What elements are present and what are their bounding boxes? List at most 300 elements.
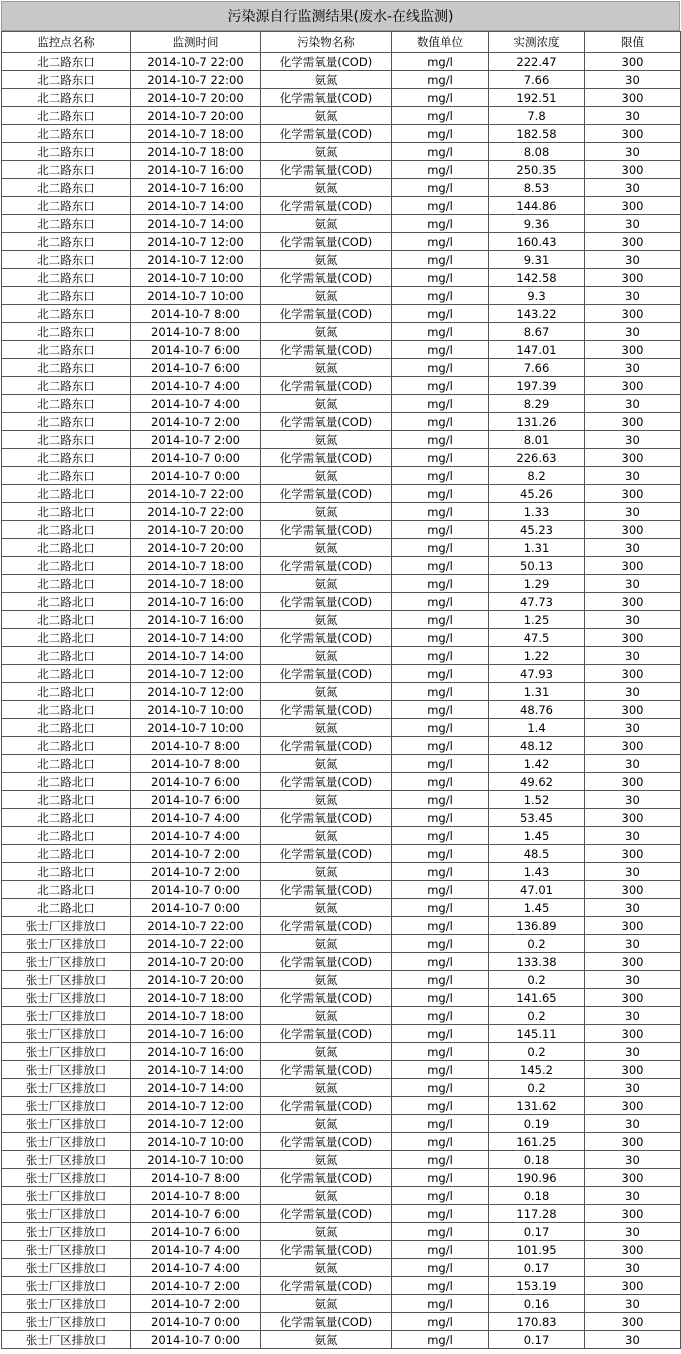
table-row [2,593,681,611]
cell-site-name: 张士厂区排放口 [2,1169,131,1187]
cell-unit: mg/l [392,971,489,989]
cell-time: 2014-10-7 22:00 [131,917,261,935]
page-title: 污染源自行监测结果(废水-在线监测) [1,1,680,31]
cell-site-name: 张士厂区排放口 [2,1187,131,1205]
cell-limit: 30 [585,1079,681,1097]
cell-site-name: 北二路北口 [2,593,131,611]
cell-time: 2014-10-7 12:00 [131,233,261,251]
cell-limit: 300 [585,845,681,863]
table-row [2,1313,681,1331]
cell-limit: 300 [585,341,681,359]
cell-unit: mg/l [392,791,489,809]
table-row [2,161,681,179]
cell-site-name: 张士厂区排放口 [2,1241,131,1259]
cell-pollutant: 氨氮 [261,71,392,89]
cell-time: 2014-10-7 8:00 [131,755,261,773]
table-row [2,521,681,539]
cell-pollutant: 化学需氧量(COD) [261,161,392,179]
cell-concentration: 8.08 [489,143,585,161]
cell-site-name: 北二路北口 [2,683,131,701]
cell-pollutant: 氨氮 [261,1187,392,1205]
cell-concentration: 1.25 [489,611,585,629]
table-row [2,377,681,395]
table-row [2,575,681,593]
cell-limit: 30 [585,899,681,917]
cell-concentration: 8.2 [489,467,585,485]
cell-pollutant: 化学需氧量(COD) [261,1205,392,1223]
cell-concentration: 48.76 [489,701,585,719]
cell-time: 2014-10-7 12:00 [131,683,261,701]
table-row [2,269,681,287]
cell-pollutant: 氨氮 [261,323,392,341]
table-row [2,701,681,719]
cell-pollutant: 化学需氧量(COD) [261,629,392,647]
cell-limit: 30 [585,863,681,881]
cell-time: 2014-10-7 18:00 [131,989,261,1007]
cell-limit: 300 [585,377,681,395]
cell-unit: mg/l [392,467,489,485]
cell-unit: mg/l [392,485,489,503]
cell-concentration: 101.95 [489,1241,585,1259]
cell-unit: mg/l [392,1151,489,1169]
table-row [2,1241,681,1259]
cell-time: 2014-10-7 4:00 [131,395,261,413]
cell-limit: 300 [585,233,681,251]
cell-pollutant: 氨氮 [261,935,392,953]
cell-unit: mg/l [392,197,489,215]
cell-time: 2014-10-7 18:00 [131,557,261,575]
cell-limit: 30 [585,647,681,665]
cell-limit: 300 [585,1241,681,1259]
cell-unit: mg/l [392,395,489,413]
cell-time: 2014-10-7 6:00 [131,359,261,377]
cell-pollutant: 氨氮 [261,791,392,809]
cell-site-name: 北二路东口 [2,107,131,125]
cell-pollutant: 化学需氧量(COD) [261,1133,392,1151]
header-time: 监测时间 [131,32,261,53]
table-row [2,503,681,521]
cell-site-name: 北二路东口 [2,197,131,215]
cell-pollutant: 氨氮 [261,1007,392,1025]
cell-limit: 300 [585,1205,681,1223]
cell-unit: mg/l [392,611,489,629]
cell-time: 2014-10-7 4:00 [131,809,261,827]
cell-time: 2014-10-7 20:00 [131,89,261,107]
cell-site-name: 张士厂区排放口 [2,1223,131,1241]
cell-pollutant: 化学需氧量(COD) [261,1097,392,1115]
cell-concentration: 182.58 [489,125,585,143]
cell-concentration: 1.31 [489,683,585,701]
cell-pollutant: 化学需氧量(COD) [261,341,392,359]
cell-concentration: 131.62 [489,1097,585,1115]
table-row [2,1097,681,1115]
monitoring-table [1,31,681,1349]
cell-time: 2014-10-7 0:00 [131,467,261,485]
cell-pollutant: 化学需氧量(COD) [261,413,392,431]
cell-pollutant: 氨氮 [261,719,392,737]
cell-site-name: 北二路北口 [2,647,131,665]
cell-unit: mg/l [392,1025,489,1043]
header-row [2,32,681,53]
cell-site-name: 北二路北口 [2,521,131,539]
cell-time: 2014-10-7 2:00 [131,1295,261,1313]
cell-limit: 30 [585,467,681,485]
cell-unit: mg/l [392,665,489,683]
cell-concentration: 0.2 [489,1079,585,1097]
table-row [2,863,681,881]
cell-time: 2014-10-7 12:00 [131,1097,261,1115]
cell-unit: mg/l [392,827,489,845]
cell-unit: mg/l [392,737,489,755]
cell-time: 2014-10-7 16:00 [131,611,261,629]
cell-unit: mg/l [392,1043,489,1061]
table-row [2,1079,681,1097]
cell-pollutant: 氨氮 [261,287,392,305]
cell-concentration: 131.26 [489,413,585,431]
cell-time: 2014-10-7 18:00 [131,1007,261,1025]
cell-time: 2014-10-7 10:00 [131,269,261,287]
cell-time: 2014-10-7 0:00 [131,1331,261,1349]
table-row [2,647,681,665]
cell-site-name: 北二路东口 [2,377,131,395]
table-row [2,179,681,197]
cell-site-name: 张士厂区排放口 [2,1133,131,1151]
report-container [1,1,680,1349]
cell-unit: mg/l [392,269,489,287]
cell-time: 2014-10-7 2:00 [131,413,261,431]
cell-pollutant: 化学需氧量(COD) [261,485,392,503]
cell-concentration: 47.01 [489,881,585,899]
cell-pollutant: 氨氮 [261,827,392,845]
cell-concentration: 9.36 [489,215,585,233]
cell-time: 2014-10-7 22:00 [131,71,261,89]
cell-limit: 30 [585,1007,681,1025]
cell-limit: 300 [585,809,681,827]
cell-time: 2014-10-7 0:00 [131,449,261,467]
cell-time: 2014-10-7 14:00 [131,1079,261,1097]
cell-concentration: 7.66 [489,359,585,377]
cell-concentration: 136.89 [489,917,585,935]
cell-pollutant: 化学需氧量(COD) [261,1277,392,1295]
cell-pollutant: 氨氮 [261,755,392,773]
cell-pollutant: 氨氮 [261,143,392,161]
cell-site-name: 北二路北口 [2,701,131,719]
cell-site-name: 北二路东口 [2,233,131,251]
cell-unit: mg/l [392,755,489,773]
cell-concentration: 47.73 [489,593,585,611]
table-row [2,467,681,485]
cell-concentration: 8.29 [489,395,585,413]
cell-limit: 30 [585,791,681,809]
cell-site-name: 张士厂区排放口 [2,971,131,989]
cell-unit: mg/l [392,215,489,233]
cell-site-name: 张士厂区排放口 [2,917,131,935]
cell-time: 2014-10-7 4:00 [131,827,261,845]
cell-pollutant: 氨氮 [261,503,392,521]
cell-concentration: 0.17 [489,1331,585,1349]
cell-pollutant: 氨氮 [261,1295,392,1313]
cell-unit: mg/l [392,125,489,143]
cell-concentration: 45.26 [489,485,585,503]
cell-unit: mg/l [392,431,489,449]
cell-limit: 30 [585,1187,681,1205]
header-pollutant: 污染物名称 [261,32,392,53]
cell-pollutant: 化学需氧量(COD) [261,449,392,467]
table-row [2,323,681,341]
cell-unit: mg/l [392,1187,489,1205]
cell-limit: 300 [585,773,681,791]
cell-unit: mg/l [392,521,489,539]
cell-site-name: 北二路东口 [2,53,131,71]
cell-concentration: 1.29 [489,575,585,593]
table-row [2,539,681,557]
cell-unit: mg/l [392,557,489,575]
cell-site-name: 北二路东口 [2,71,131,89]
cell-unit: mg/l [392,1259,489,1277]
cell-site-name: 北二路北口 [2,575,131,593]
cell-site-name: 北二路东口 [2,467,131,485]
cell-site-name: 张士厂区排放口 [2,953,131,971]
cell-concentration: 226.63 [489,449,585,467]
cell-time: 2014-10-7 20:00 [131,521,261,539]
cell-concentration: 0.2 [489,1007,585,1025]
cell-site-name: 张士厂区排放口 [2,1007,131,1025]
cell-unit: mg/l [392,161,489,179]
cell-site-name: 北二路北口 [2,557,131,575]
cell-site-name: 张士厂区排放口 [2,935,131,953]
cell-time: 2014-10-7 8:00 [131,1187,261,1205]
cell-limit: 300 [585,1277,681,1295]
cell-concentration: 1.22 [489,647,585,665]
cell-time: 2014-10-7 2:00 [131,431,261,449]
cell-limit: 300 [585,413,681,431]
cell-pollutant: 化学需氧量(COD) [261,701,392,719]
cell-concentration: 0.17 [489,1259,585,1277]
cell-time: 2014-10-7 6:00 [131,341,261,359]
cell-limit: 300 [585,701,681,719]
cell-unit: mg/l [392,449,489,467]
table-row [2,485,681,503]
cell-unit: mg/l [392,53,489,71]
cell-time: 2014-10-7 10:00 [131,1151,261,1169]
cell-limit: 30 [585,1115,681,1133]
cell-site-name: 北二路北口 [2,629,131,647]
cell-pollutant: 氨氮 [261,863,392,881]
cell-limit: 30 [585,935,681,953]
cell-pollutant: 氨氮 [261,251,392,269]
cell-time: 2014-10-7 20:00 [131,539,261,557]
cell-time: 2014-10-7 22:00 [131,53,261,71]
cell-pollutant: 氨氮 [261,971,392,989]
table-row [2,107,681,125]
cell-site-name: 北二路东口 [2,359,131,377]
cell-pollutant: 氨氮 [261,431,392,449]
cell-limit: 30 [585,179,681,197]
cell-time: 2014-10-7 6:00 [131,1223,261,1241]
cell-unit: mg/l [392,1223,489,1241]
table-row [2,287,681,305]
table-row [2,683,681,701]
cell-concentration: 1.42 [489,755,585,773]
table-row [2,1151,681,1169]
cell-unit: mg/l [392,953,489,971]
cell-unit: mg/l [392,989,489,1007]
cell-concentration: 1.31 [489,539,585,557]
cell-unit: mg/l [392,323,489,341]
cell-site-name: 张士厂区排放口 [2,1295,131,1313]
cell-time: 2014-10-7 22:00 [131,935,261,953]
cell-concentration: 190.96 [489,1169,585,1187]
cell-limit: 30 [585,1151,681,1169]
cell-pollutant: 化学需氧量(COD) [261,233,392,251]
cell-time: 2014-10-7 10:00 [131,719,261,737]
cell-site-name: 北二路东口 [2,305,131,323]
cell-pollutant: 氨氮 [261,1115,392,1133]
cell-time: 2014-10-7 14:00 [131,629,261,647]
table-row [2,71,681,89]
cell-concentration: 197.39 [489,377,585,395]
cell-pollutant: 化学需氧量(COD) [261,665,392,683]
cell-concentration: 48.5 [489,845,585,863]
cell-pollutant: 氨氮 [261,683,392,701]
cell-time: 2014-10-7 12:00 [131,665,261,683]
cell-site-name: 北二路东口 [2,413,131,431]
header-unit: 数值单位 [392,32,489,53]
cell-pollutant: 化学需氧量(COD) [261,1169,392,1187]
table-row [2,53,681,71]
cell-limit: 30 [585,1295,681,1313]
cell-concentration: 7.8 [489,107,585,125]
cell-concentration: 0.2 [489,1043,585,1061]
cell-pollutant: 化学需氧量(COD) [261,809,392,827]
cell-time: 2014-10-7 10:00 [131,1133,261,1151]
cell-limit: 300 [585,989,681,1007]
cell-unit: mg/l [392,935,489,953]
cell-unit: mg/l [392,233,489,251]
cell-pollutant: 化学需氧量(COD) [261,557,392,575]
cell-time: 2014-10-7 4:00 [131,1241,261,1259]
cell-limit: 300 [585,521,681,539]
table-row [2,971,681,989]
cell-limit: 300 [585,53,681,71]
cell-site-name: 张士厂区排放口 [2,1205,131,1223]
cell-site-name: 北二路北口 [2,863,131,881]
cell-concentration: 145.11 [489,1025,585,1043]
cell-time: 2014-10-7 12:00 [131,1115,261,1133]
cell-concentration: 9.3 [489,287,585,305]
cell-unit: mg/l [392,863,489,881]
cell-concentration: 47.93 [489,665,585,683]
cell-limit: 300 [585,269,681,287]
cell-site-name: 北二路东口 [2,161,131,179]
cell-concentration: 0.17 [489,1223,585,1241]
cell-unit: mg/l [392,629,489,647]
cell-concentration: 192.51 [489,89,585,107]
cell-limit: 300 [585,485,681,503]
cell-time: 2014-10-7 8:00 [131,1169,261,1187]
cell-limit: 300 [585,1313,681,1331]
cell-limit: 30 [585,431,681,449]
cell-limit: 300 [585,1061,681,1079]
cell-limit: 300 [585,557,681,575]
cell-limit: 30 [585,251,681,269]
cell-pollutant: 化学需氧量(COD) [261,1241,392,1259]
cell-site-name: 北二路东口 [2,287,131,305]
cell-pollutant: 化学需氧量(COD) [261,989,392,1007]
table-row [2,1205,681,1223]
cell-site-name: 北二路东口 [2,449,131,467]
cell-time: 2014-10-7 16:00 [131,1043,261,1061]
cell-time: 2014-10-7 16:00 [131,593,261,611]
cell-time: 2014-10-7 14:00 [131,647,261,665]
cell-unit: mg/l [392,305,489,323]
cell-unit: mg/l [392,1277,489,1295]
cell-pollutant: 化学需氧量(COD) [261,917,392,935]
cell-site-name: 北二路北口 [2,737,131,755]
cell-concentration: 0.16 [489,1295,585,1313]
cell-unit: mg/l [392,179,489,197]
cell-concentration: 8.53 [489,179,585,197]
cell-site-name: 张士厂区排放口 [2,1079,131,1097]
cell-pollutant: 化学需氧量(COD) [261,845,392,863]
table-row [2,665,681,683]
cell-time: 2014-10-7 22:00 [131,503,261,521]
cell-time: 2014-10-7 20:00 [131,953,261,971]
cell-concentration: 1.33 [489,503,585,521]
table-row [2,791,681,809]
cell-site-name: 北二路东口 [2,215,131,233]
cell-limit: 300 [585,1097,681,1115]
cell-concentration: 170.83 [489,1313,585,1331]
cell-site-name: 北二路北口 [2,773,131,791]
cell-unit: mg/l [392,1133,489,1151]
cell-time: 2014-10-7 0:00 [131,1313,261,1331]
cell-concentration: 9.31 [489,251,585,269]
cell-pollutant: 氨氮 [261,899,392,917]
cell-limit: 300 [585,1025,681,1043]
cell-time: 2014-10-7 10:00 [131,287,261,305]
cell-unit: mg/l [392,683,489,701]
table-row [2,773,681,791]
cell-unit: mg/l [392,773,489,791]
table-row [2,899,681,917]
table-row [2,1115,681,1133]
cell-unit: mg/l [392,1079,489,1097]
table-row [2,1187,681,1205]
cell-concentration: 53.45 [489,809,585,827]
cell-concentration: 1.45 [489,899,585,917]
cell-unit: mg/l [392,593,489,611]
cell-limit: 30 [585,827,681,845]
cell-time: 2014-10-7 16:00 [131,179,261,197]
table-row [2,845,681,863]
cell-concentration: 117.28 [489,1205,585,1223]
cell-unit: mg/l [392,1295,489,1313]
cell-time: 2014-10-7 8:00 [131,323,261,341]
header-limit: 限值 [585,32,681,53]
cell-pollutant: 氨氮 [261,539,392,557]
table-row [2,143,681,161]
header-site-name: 监控点名称 [2,32,131,53]
cell-site-name: 张士厂区排放口 [2,1151,131,1169]
cell-unit: mg/l [392,701,489,719]
cell-time: 2014-10-7 16:00 [131,161,261,179]
cell-limit: 30 [585,395,681,413]
cell-pollutant: 氨氮 [261,467,392,485]
cell-pollutant: 氨氮 [261,1259,392,1277]
cell-concentration: 153.19 [489,1277,585,1295]
cell-unit: mg/l [392,377,489,395]
